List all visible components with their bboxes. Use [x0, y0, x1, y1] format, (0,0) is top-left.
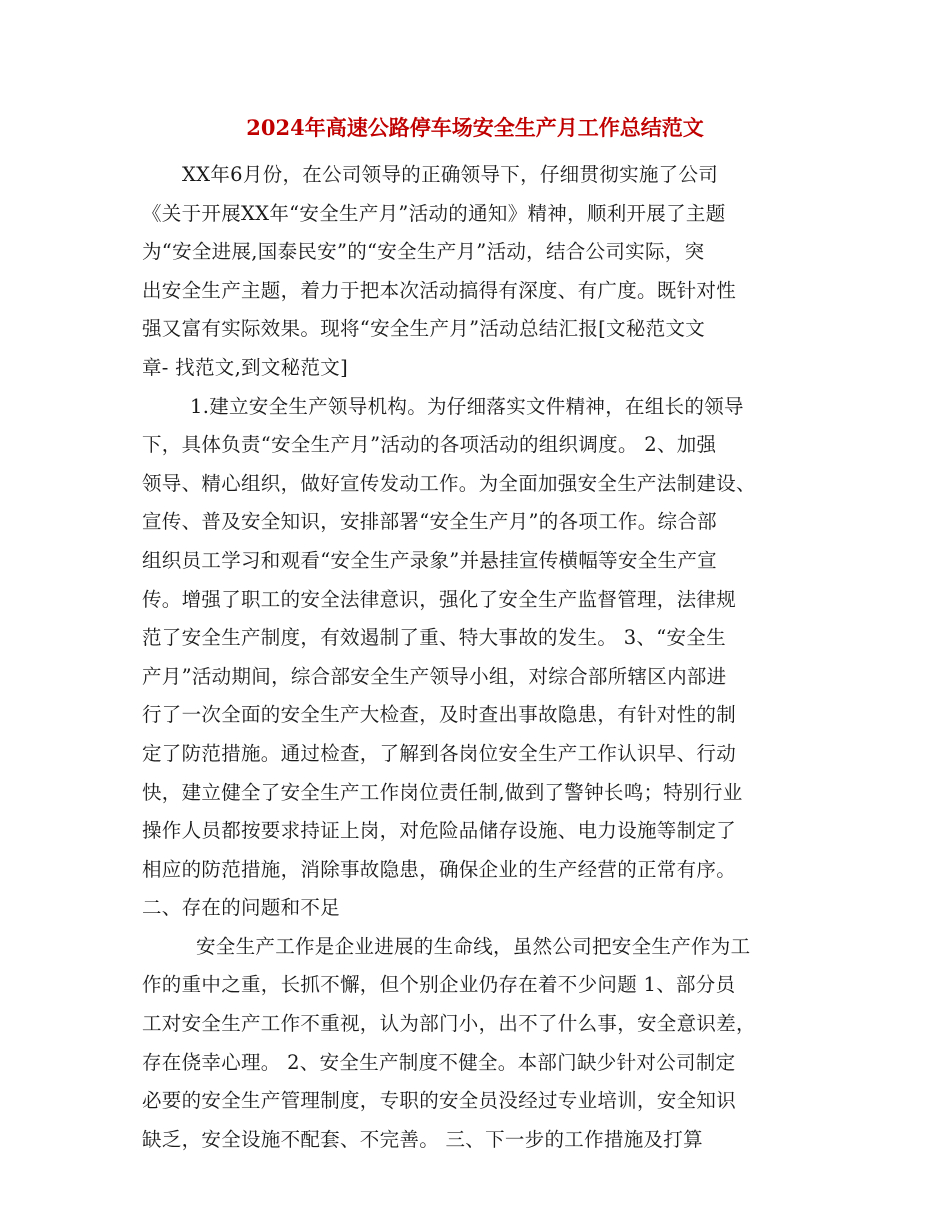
text-line: 行了一次全面的安全生产大检查，及时查出事故隐患，有针对性的制	[142, 703, 737, 727]
text-line: 《关于开展XX年“安全生产月”活动的通知》精神，顺利开展了主题	[142, 201, 726, 225]
text-line: 快，建立健全了安全生产工作岗位责任制,做到了警钟长鸣；特别行业	[142, 780, 743, 804]
text-line: 产月”活动期间，综合部安全生产领导小组，对综合部所辖区内部进	[142, 664, 727, 688]
text-line: 缺乏，安全设施不配套、不完善。 三、下一步的工作措施及打算	[142, 1127, 703, 1151]
text-line: 作的重中之重，长抓不懈，但个别企业仍存在着不少问题 1、部分员	[142, 973, 736, 997]
text-line: 相应的防范措施，消除事故隐患，确保企业的生产经营的正常有序。	[142, 857, 737, 881]
text-line: 宣传、普及安全知识，安排部署“安全生产月”的各项工作。综合部	[142, 510, 717, 534]
document-title: 2024年高速公路停车场安全生产月工作总结范文	[246, 115, 704, 140]
document-body	[142, 156, 804, 1159]
text-line: 工对安全生产工作不重视，认为部门小，出不了什么事，安全意识差，	[142, 1012, 756, 1036]
text-line: 下，具体负责“安全生产月”活动的各项活动的组织调度。 2、加强	[142, 433, 717, 457]
text-line: 操作人员都按要求持证上岗，对危险品储存设施、电力设施等制定了	[142, 819, 737, 843]
section-heading: 二、存在的问题和不足	[142, 896, 341, 920]
text-line: 传。增强了职工的安全法律意识，强化了安全生产监督管理，法律规	[142, 587, 737, 611]
text-line: 强又富有实际效果。现将“安全生产月”活动总结汇报[文秘范文文	[142, 317, 706, 341]
text-line: 出安全生产主题，着力于把本次活动搞得有深度、有广度。既针对性	[142, 278, 737, 302]
text-line: 领导、精心组织，做好宣传发动工作。为全面加强安全生产法制建设、	[142, 471, 756, 495]
text-line: 范了安全生产制度，有效遏制了重、特大事故的发生。 3、“安全生	[142, 626, 726, 650]
text-line: 安全生产工作是企业进展的生命线，虽然公司把安全生产作为工	[196, 934, 751, 958]
text-line: 1.建立安全生产领导机构。为仔细落实文件精神，在组长的领导	[190, 394, 744, 418]
text-line: 章- 找范文,到文秘范文]	[142, 355, 348, 379]
text-line: 定了防范措施。通过检查，了解到各岗位安全生产工作认识早、行动	[142, 741, 737, 765]
text-line: 为“安全进展,国泰民安”的“安全生产月”活动，结合公司实际，突	[142, 240, 705, 264]
text-line: XX年6月份，在公司领导的正确领导下，仔细贯彻实施了公司	[182, 163, 719, 186]
text-line: 组织员工学习和观看“安全生产录象”并悬挂宣传横幅等安全生产宣	[142, 548, 717, 572]
text-line: 存在侥幸心理。 2、安全生产制度不健全。本部门缺少针对公司制定	[142, 1050, 736, 1074]
text-line: 必要的安全生产管理制度，专职的安全员没经过专业培训，安全知识	[142, 1089, 737, 1113]
